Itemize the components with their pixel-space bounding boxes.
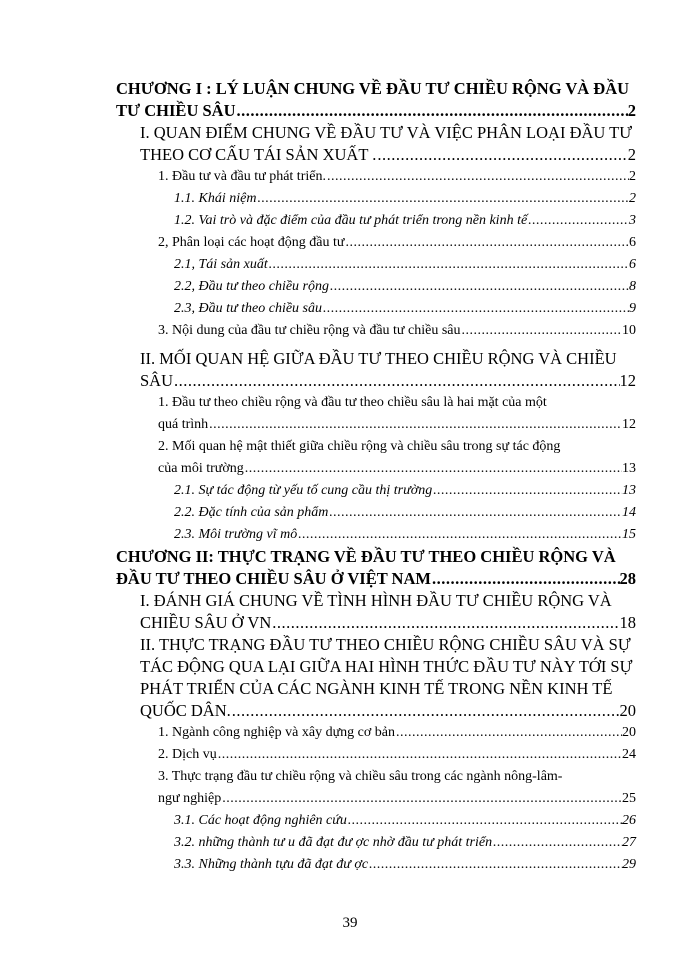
toc-entry-1-1 [116, 188, 636, 210]
toc-text: I. QUAN ĐIỂM CHUNG VỀ ĐẦU TƯ VÀ VIỆC PHÂN LOẠI ĐẦU TƯ [140, 123, 633, 142]
toc-entry-5-2 [116, 502, 636, 524]
toc-leader [460, 320, 622, 342]
toc-page: 20 [619, 701, 636, 720]
toc-leader [297, 524, 622, 546]
toc-chapter-1-entry [116, 100, 636, 122]
toc-page: 29 [622, 857, 636, 872]
toc-entry-5-title [116, 436, 636, 458]
toc-leader [432, 480, 622, 502]
toc-section-1-entry [116, 144, 636, 166]
toc-text: 2.2, Đầu tư theo chiều rộng [174, 279, 330, 294]
toc-page: 25 [622, 791, 636, 806]
toc-page: 20 [622, 725, 636, 740]
toc-text: 2.2. Đặc tính của sản phẩm [174, 505, 329, 520]
toc-text: 3. Nội dung của đầu tư chiều rộng và đầu tư chiều sâu [158, 323, 461, 338]
toc-entry-7 [116, 744, 636, 766]
toc-entry-2 [116, 232, 636, 254]
toc-leader [344, 232, 629, 254]
toc-text: của môi trường [158, 461, 244, 476]
toc-section-3-entry [116, 612, 636, 634]
toc-leader [395, 722, 622, 744]
toc-text: THEO CƠ CẤU TÁI SẢN XUẤT . [140, 145, 377, 164]
toc-leader [527, 210, 629, 232]
toc-page: 2 [629, 169, 636, 184]
toc-page: 9 [629, 301, 636, 316]
toc-text: PHÁT TRIỂN CỦA CÁC NGÀNH KINH TẾ TRONG NỀN KINH TẾ [140, 679, 613, 698]
toc-entry-8-1 [116, 810, 636, 832]
table-of-contents [116, 78, 636, 876]
toc-page: 3 [629, 213, 636, 228]
toc-chapter-1-title [116, 78, 636, 100]
toc-leader [208, 414, 622, 436]
toc-chapter-2-entry [116, 568, 636, 590]
toc-entry-2-2 [116, 276, 636, 298]
toc-text: 1.2. Vai trò và đặc điểm của đầu tư phát triển trong nền kinh tế [174, 213, 528, 228]
toc-leader [368, 854, 622, 876]
toc-text: 1. Ngành công nghiệp và xây dựng cơ bản [158, 725, 395, 740]
toc-leader [221, 788, 622, 810]
toc-page: 18 [619, 613, 636, 632]
toc-entry-8-2 [116, 832, 636, 854]
toc-leader [256, 188, 629, 210]
page-number: 39 [342, 915, 358, 931]
toc-text: CHƯƠNG II: THỰC TRẠNG VỀ ĐẦU TƯ THEO CHIỀU RỘNG VÀ [116, 547, 616, 566]
toc-text: CHIỀU SÂU Ở VN [140, 613, 272, 632]
toc-leader [322, 298, 629, 320]
toc-section-4-title-2 [116, 656, 636, 678]
toc-entry-8-3 [116, 854, 636, 876]
toc-section-1-title [116, 122, 636, 144]
toc-page: 2 [627, 145, 636, 164]
toc-page: 2 [629, 191, 636, 206]
toc-text: I. ĐÁNH GIÁ CHUNG VỀ TÌNH HÌNH ĐẦU TƯ CHIỀU RỘNG VÀ [140, 591, 612, 610]
toc-text: 2. Mối quan hệ mật thiết giữa chiều rộng và chiều sâu trong sự tác động [158, 439, 561, 454]
toc-text: 2.3, Đầu tư theo chiều sâu [174, 301, 323, 316]
toc-entry-2-1 [116, 254, 636, 276]
toc-text: SÂU [140, 371, 174, 390]
toc-entry-5-3 [116, 524, 636, 546]
toc-text: ngư nghiệp [158, 791, 222, 806]
toc-entry-1 [116, 166, 636, 188]
toc-page: 14 [622, 505, 636, 520]
toc-leader [217, 744, 622, 766]
toc-entry-5-1 [116, 480, 636, 502]
toc-text: QUỐC DÂN. [140, 701, 231, 720]
toc-leader [173, 370, 619, 392]
toc-leader [231, 700, 620, 722]
toc-entry-8-title [116, 766, 636, 788]
toc-text: 2. Dịch vụ [158, 747, 217, 762]
toc-entry-3 [116, 320, 636, 342]
toc-leader [236, 100, 628, 122]
toc-text: TÁC ĐỘNG QUA LẠI GIỮA HAI HÌNH THỨC ĐẦU TƯ NÀY TỚI SỰ [140, 657, 633, 676]
toc-text: 2.3. Môi trường vĩ mô [174, 527, 298, 542]
toc-text: 3.2. những thành tư u đã đạt đư ợc nhờ đầu tư phát triển [174, 835, 493, 850]
toc-leader [329, 276, 629, 298]
toc-page: 12 [619, 371, 636, 390]
toc-text: 3.3. Những thành tựu đã đạt đư ợc [174, 857, 369, 872]
toc-leader [376, 144, 627, 166]
toc-entry-5 [116, 458, 636, 480]
toc-text: 2.1, Tái sản xuất [174, 257, 268, 272]
toc-entry-4-title [116, 392, 636, 414]
toc-text: ĐẦU TƯ THEO CHIỀU SÂU Ở VIỆT NAM [116, 569, 431, 588]
toc-text: TƯ CHIỀU SÂU [116, 101, 236, 120]
toc-section-2-entry [116, 370, 636, 392]
toc-entry-8 [116, 788, 636, 810]
toc-page: 24 [622, 747, 636, 762]
toc-entry-2-3 [116, 298, 636, 320]
toc-page: 27 [622, 835, 636, 850]
toc-entry-6 [116, 722, 636, 744]
toc-section-4-title-1 [116, 634, 636, 656]
toc-text: 2, Phân loại các hoạt động đầu tư [158, 235, 345, 250]
toc-leader [431, 568, 620, 590]
toc-section-4-entry [116, 700, 636, 722]
toc-text: 1. Đầu tư theo chiều rộng và đầu tư theo chiều sâu là hai mặt của một [158, 395, 547, 410]
toc-page: 12 [622, 417, 636, 432]
toc-text: 1. Đầu tư và đầu tư phát triển. [158, 169, 326, 184]
toc-leader [347, 810, 622, 832]
toc-section-3-title [116, 590, 636, 612]
toc-leader [326, 166, 629, 188]
toc-entry-1-2 [116, 210, 636, 232]
toc-leader [271, 612, 619, 634]
toc-page: 26 [622, 813, 636, 828]
toc-page: 8 [629, 279, 636, 294]
toc-text: quá trình [158, 417, 209, 432]
toc-page: 6 [629, 235, 636, 250]
toc-page: 2 [627, 101, 636, 120]
toc-section-4-title-3 [116, 678, 636, 700]
toc-text: 2.1. Sự tác động từ yếu tố cung cầu thị trường [174, 483, 433, 498]
toc-leader [268, 254, 629, 276]
toc-page: 28 [619, 569, 636, 588]
toc-text: II. THỰC TRẠNG ĐẦU TƯ THEO CHIỀU RỘNG CHIỀU SÂU VÀ SỰ [140, 635, 631, 654]
toc-chapter-2-title [116, 546, 636, 568]
toc-text: II. MỐI QUAN HỆ GIỮA ĐẦU TƯ THEO CHIỀU RỘNG VÀ CHIỀU [140, 349, 617, 368]
toc-text: 3. Thực trạng đầu tư chiều rộng và chiều sâu trong các ngành nông-lâm- [158, 769, 563, 784]
toc-section-2-title [116, 348, 636, 370]
toc-text: 3.1. Các hoạt động nghiên cứu [174, 813, 347, 828]
toc-page: 6 [629, 257, 636, 272]
toc-leader [492, 832, 622, 854]
toc-page: 13 [622, 461, 636, 476]
toc-entry-4 [116, 414, 636, 436]
toc-page: 10 [622, 323, 636, 338]
toc-text: 1.1. Khái niệm [174, 191, 257, 206]
toc-leader [244, 458, 622, 480]
toc-text: CHƯƠNG I : LÝ LUẬN CHUNG VỀ ĐẦU TƯ CHIỀU RỘNG VÀ ĐẦU [116, 79, 630, 98]
toc-leader [328, 502, 622, 524]
toc-page: 13 [622, 483, 636, 498]
toc-page: 15 [622, 527, 636, 542]
